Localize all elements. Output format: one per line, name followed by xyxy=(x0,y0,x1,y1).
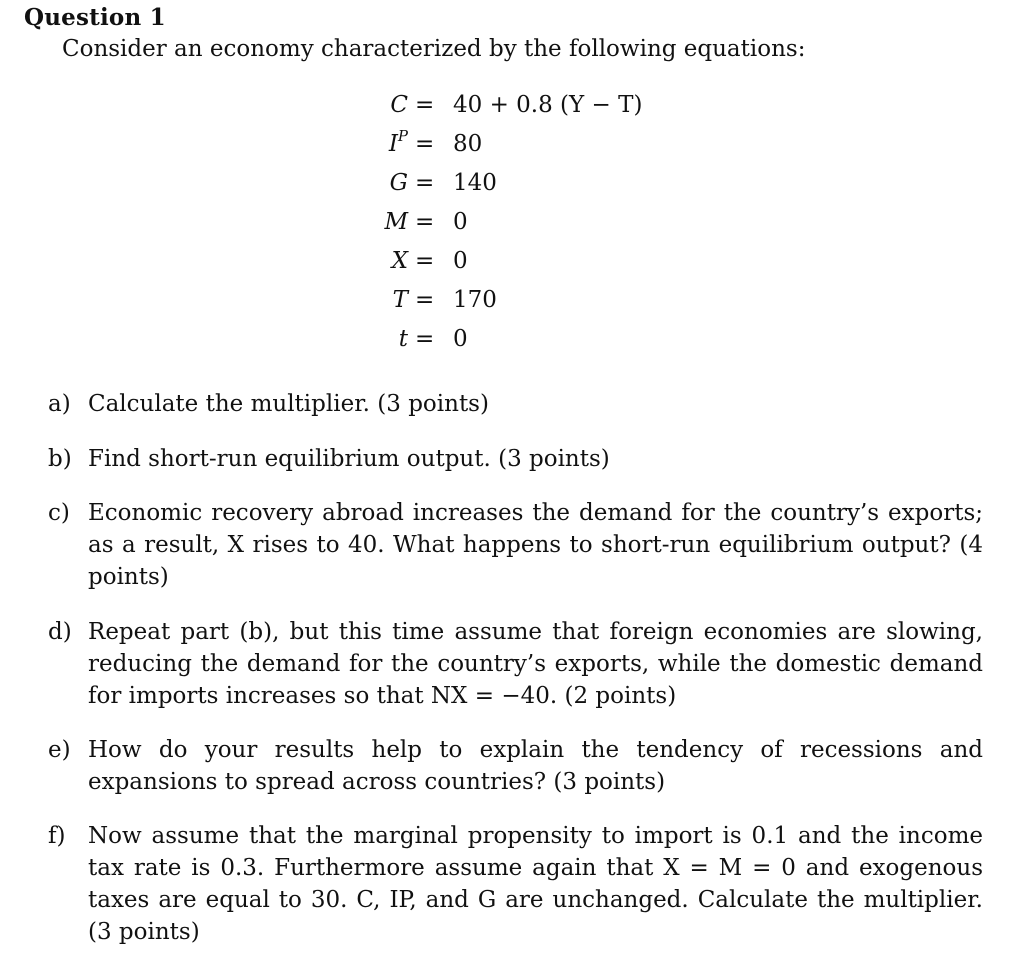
equation-imports xyxy=(320,209,740,248)
equation-lhs: C xyxy=(390,92,408,118)
part-label: d) xyxy=(48,619,72,645)
part-text: Calculate the multiplier. (3 points) xyxy=(88,391,489,417)
equation-lhs: X xyxy=(391,248,408,274)
equation-rhs: 140 xyxy=(453,170,497,196)
equation-lhs: t xyxy=(398,326,408,352)
equals-sign: = xyxy=(415,326,435,352)
equation-government xyxy=(320,170,740,209)
equation-consumption xyxy=(320,92,740,131)
part-label: e) xyxy=(48,737,71,763)
equation-rhs: 80 xyxy=(453,131,483,157)
equals-sign: = xyxy=(415,170,435,196)
equation-lhs: T xyxy=(392,287,408,313)
equation-rhs: 40 + 0.8 (Y − T) xyxy=(453,92,643,118)
equation-tax-rate xyxy=(320,326,740,365)
equation-rhs: 0 xyxy=(453,326,468,352)
equation-rhs: 0 xyxy=(453,209,468,235)
equals-sign: = xyxy=(415,248,435,274)
equals-sign: = xyxy=(415,131,435,157)
part-text: Repeat part (b), but this time assume that foreign economies are slowing, reducing the demand for the country’s exports, while the domestic demand for imports increases so that NX = −40. (2 points) xyxy=(88,619,983,709)
equation-planned-investment xyxy=(320,127,740,170)
part-text: Economic recovery abroad increases the demand for the country’s exports; as a result, X rises to 40. What happens to short-run equilibrium output? (4 points) xyxy=(88,500,983,590)
equation-rhs: 0 xyxy=(453,248,468,274)
question-intro: Consider an economy characterized by the following equations: xyxy=(62,36,806,62)
equation-taxes xyxy=(320,287,740,326)
equation-lhs: G xyxy=(389,170,408,196)
equation-lhs: M xyxy=(384,209,408,235)
equation-rhs: 170 xyxy=(453,287,497,313)
equals-sign: = xyxy=(415,209,435,235)
part-label: f) xyxy=(48,823,66,849)
part-text: Find short-run equilibrium output. (3 points) xyxy=(88,446,610,472)
equation-exports xyxy=(320,248,740,287)
part-label: c) xyxy=(48,500,70,526)
equals-sign: = xyxy=(415,287,435,313)
part-label: b) xyxy=(48,446,72,472)
equation-lhs: $I^P$ xyxy=(388,127,408,157)
question-title: Question 1 xyxy=(24,4,166,31)
equals-sign: = xyxy=(415,92,435,118)
part-text: How do your results help to explain the tendency of recessions and expansions to spread across countries? (3 points) xyxy=(88,737,983,795)
part-text: Now assume that the marginal propensity to import is 0.1 and the income tax rate is 0.3. Furthermore assume again that X = M = 0 and exogenous taxes are equal to 30. C, IP, and G are unchanged. Calculate the multiplier. (3 points) xyxy=(88,823,983,945)
part-label: a) xyxy=(48,391,71,417)
